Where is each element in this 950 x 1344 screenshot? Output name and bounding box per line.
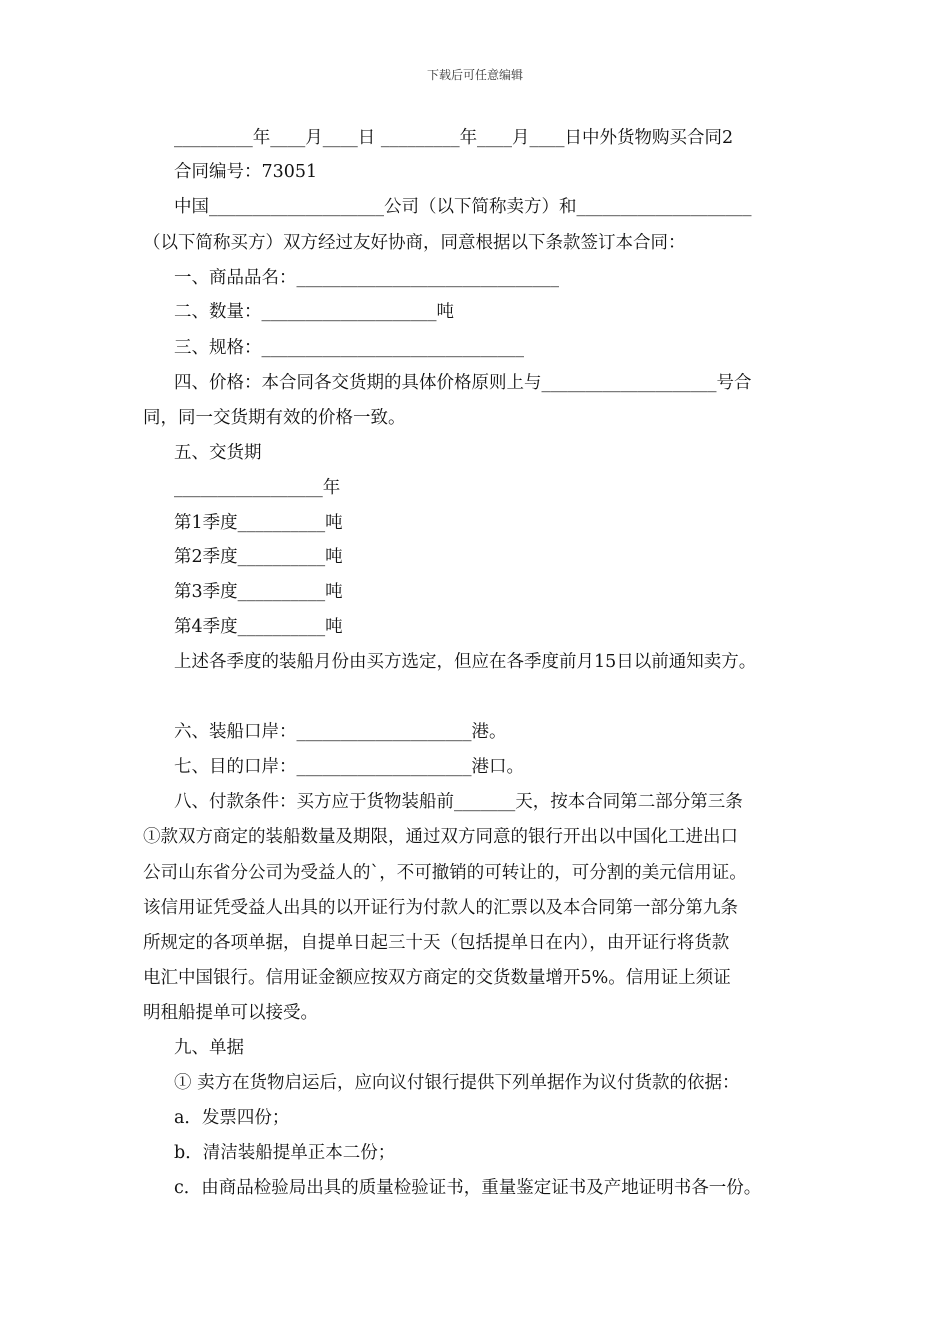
documents-item-c: c．由商品检验局出具的质量检验证书，重量鉴定证书及产地证明书各一份。 bbox=[174, 1178, 762, 1198]
delivery-quarter-2: 第2季度__________吨 bbox=[174, 547, 343, 567]
clause-payment-line-1: 八、付款条件：买方应于货物装船前_______天，按本合同第二部分第三条 bbox=[174, 792, 743, 812]
clause-payment-line-6: 电汇中国银行。信用证金额应按双方商定的交货数量增开5%。信用证上须证 bbox=[143, 968, 731, 988]
clause-loading-port: 六、装船口岸：____________________港。 bbox=[174, 722, 507, 742]
delivery-quarter-1: 第1季度__________吨 bbox=[174, 513, 343, 533]
documents-item-b: b．清洁装船提单正本二份； bbox=[174, 1143, 396, 1163]
clause-payment-line-2: ①款双方商定的装船数量及期限，通过双方同意的银行开出以中国化工进出口 bbox=[143, 827, 738, 847]
clause-price-line-2: 同，同一交货期有效的价格一致。 bbox=[143, 408, 406, 428]
parties-line-2: （以下简称买方）双方经过友好协商，同意根据以下条款签订本合同： bbox=[143, 233, 686, 253]
clause-delivery-heading: 五、交货期 bbox=[174, 443, 262, 463]
parties-line-1: 中国____________________公司（以下简称卖方）和____________________ bbox=[174, 197, 752, 217]
documents-item-a: a．发票四份； bbox=[174, 1108, 290, 1128]
contract-number: 合同编号：73051 bbox=[174, 162, 318, 182]
contract-title: _________年____月____日 _________年____月____日中外货物购买合同2 bbox=[174, 128, 734, 148]
clause-payment-line-3: 公司山东省分公司为受益人的`，不可撤销的可转让的，可分割的美元信用证。 bbox=[143, 863, 747, 883]
clause-quantity: 二、数量：____________________吨 bbox=[174, 302, 454, 322]
clause-payment-line-5: 所规定的各项单据，自提单日起三十天（包括提单日在内），由开证行将货款 bbox=[143, 933, 730, 953]
delivery-quarter-4: 第4季度__________吨 bbox=[174, 617, 343, 637]
clause-destination-port: 七、目的口岸：____________________港口。 bbox=[174, 757, 524, 777]
documents-intro: ① 卖方在货物启运后，应向议付银行提供下列单据作为议付货款的依据： bbox=[174, 1073, 740, 1093]
clause-payment-line-4: 该信用证凭受益人出具的以开证行为付款人的汇票以及本合同第一部分第九条 bbox=[143, 898, 738, 918]
page-header: 下载后可任意编辑 bbox=[426, 68, 523, 82]
delivery-year: _________________年 bbox=[174, 478, 341, 498]
delivery-quarter-3: 第3季度__________吨 bbox=[174, 582, 343, 602]
clause-payment-line-7: 明租船提单可以接受。 bbox=[143, 1003, 318, 1023]
clause-specification: 三、规格：______________________________ bbox=[174, 338, 524, 358]
delivery-note: 上述各季度的装船月份由买方选定，但应在各季度前月15日以前通知卖方。 bbox=[174, 652, 757, 672]
clause-documents-heading: 九、单据 bbox=[174, 1038, 244, 1058]
clause-price-line-1: 四、价格：本合同各交货期的具体价格原则上与____________________号合 bbox=[174, 373, 752, 393]
clause-product-name: 一、商品品名：______________________________ bbox=[174, 268, 559, 288]
